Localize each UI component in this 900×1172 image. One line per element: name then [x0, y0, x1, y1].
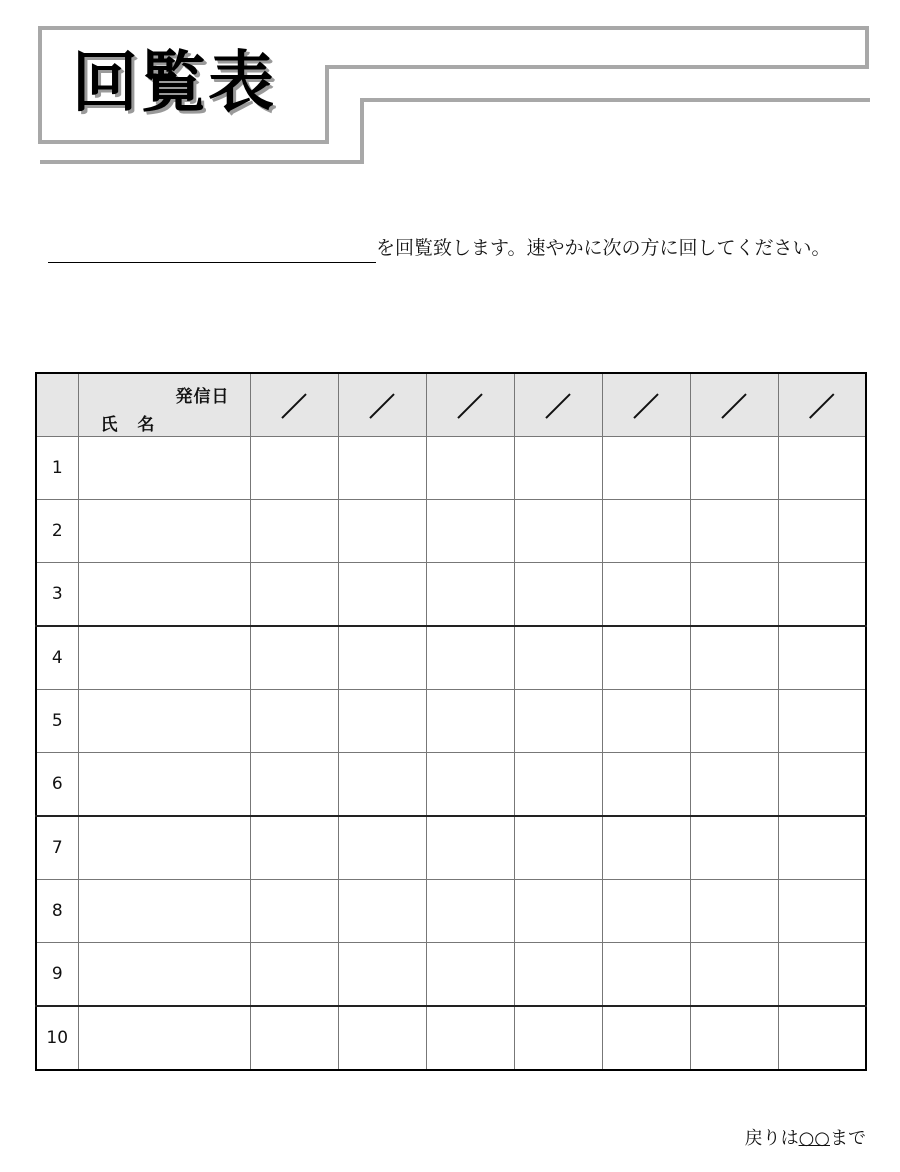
instruction-sentence: を回覧致します。速やかに次の方に回してください。	[376, 237, 831, 259]
stamp-cell[interactable]	[250, 437, 338, 500]
stamp-cell[interactable]	[602, 880, 690, 943]
return-note-suffix: まで	[830, 1128, 866, 1149]
name-cell[interactable]	[78, 626, 250, 690]
stamp-cell[interactable]	[778, 563, 866, 627]
stamp-cell[interactable]	[690, 626, 778, 690]
row-number: 10	[36, 1006, 78, 1070]
stamp-cell[interactable]	[426, 626, 514, 690]
stamp-cell[interactable]	[426, 690, 514, 753]
date-slash-cell[interactable]: ／	[778, 373, 866, 437]
stamp-cell[interactable]	[690, 500, 778, 563]
date-slash-cell[interactable]: ／	[338, 373, 426, 437]
stamp-cell[interactable]	[602, 753, 690, 817]
stamp-cell[interactable]	[426, 880, 514, 943]
circulation-table	[35, 372, 867, 1071]
table-row	[36, 563, 866, 627]
header-date-label: 発信日	[175, 387, 230, 407]
name-cell[interactable]	[78, 753, 250, 817]
stamp-cell[interactable]	[690, 816, 778, 880]
stamp-cell[interactable]	[250, 690, 338, 753]
stamp-cell[interactable]	[338, 690, 426, 753]
stamp-cell[interactable]	[426, 753, 514, 817]
row-number: 9	[36, 943, 78, 1007]
header-number-cell	[36, 373, 78, 437]
return-deadline-blank[interactable]: ○○	[798, 1128, 830, 1149]
date-slash-cell[interactable]: ／	[250, 373, 338, 437]
stamp-cell[interactable]	[778, 943, 866, 1007]
stamp-cell[interactable]	[514, 690, 602, 753]
stamp-cell[interactable]	[338, 563, 426, 627]
stamp-cell[interactable]	[602, 437, 690, 500]
stamp-cell[interactable]	[338, 943, 426, 1007]
name-cell[interactable]	[78, 690, 250, 753]
stamp-cell[interactable]	[250, 563, 338, 627]
row-number: 7	[36, 816, 78, 880]
table-header-row	[36, 373, 866, 437]
table-row	[36, 500, 866, 563]
stamp-cell[interactable]	[690, 1006, 778, 1070]
table-row	[36, 753, 866, 817]
stamp-cell[interactable]	[338, 880, 426, 943]
stamp-cell[interactable]	[514, 816, 602, 880]
stamp-cell[interactable]	[778, 816, 866, 880]
stamp-cell[interactable]	[426, 437, 514, 500]
stamp-cell[interactable]	[426, 943, 514, 1007]
stamp-cell[interactable]	[778, 690, 866, 753]
table-row	[36, 943, 866, 1007]
stamp-cell[interactable]	[250, 880, 338, 943]
date-slash-cell[interactable]: ／	[426, 373, 514, 437]
stamp-cell[interactable]	[514, 563, 602, 627]
stamp-cell[interactable]	[690, 880, 778, 943]
stamp-cell[interactable]	[426, 563, 514, 627]
stamp-cell[interactable]	[250, 1006, 338, 1070]
stamp-cell[interactable]	[778, 626, 866, 690]
stamp-cell[interactable]	[778, 500, 866, 563]
stamp-cell[interactable]	[250, 943, 338, 1007]
row-number: 5	[36, 690, 78, 753]
instruction-text	[36, 234, 836, 263]
stamp-cell[interactable]	[338, 816, 426, 880]
table-row	[36, 626, 866, 690]
return-note-prefix: 戻りは	[744, 1128, 799, 1149]
stamp-cell[interactable]	[514, 880, 602, 943]
stamp-cell[interactable]	[514, 753, 602, 817]
header-name-label: 氏 名	[100, 415, 155, 435]
stamp-cell[interactable]	[338, 500, 426, 563]
stamp-cell[interactable]	[514, 437, 602, 500]
date-slash-cell[interactable]: ／	[690, 373, 778, 437]
stamp-cell[interactable]	[338, 1006, 426, 1070]
row-number: 2	[36, 500, 78, 563]
stamp-cell[interactable]	[250, 626, 338, 690]
stamp-cell[interactable]	[690, 563, 778, 627]
stamp-cell[interactable]	[514, 626, 602, 690]
table-row	[36, 437, 866, 500]
name-cell[interactable]	[78, 437, 250, 500]
page-title: 回覧表	[72, 44, 276, 121]
name-cell[interactable]	[78, 880, 250, 943]
stamp-cell[interactable]	[602, 690, 690, 753]
date-slash-cell[interactable]: ／	[514, 373, 602, 437]
table-row	[36, 880, 866, 943]
stamp-cell[interactable]	[778, 753, 866, 817]
stamp-cell[interactable]	[778, 1006, 866, 1070]
stamp-cell[interactable]	[250, 500, 338, 563]
return-note	[745, 1124, 866, 1150]
stamp-cell[interactable]	[778, 437, 866, 500]
stamp-cell[interactable]	[602, 1006, 690, 1070]
name-cell[interactable]	[78, 563, 250, 627]
stamp-cell[interactable]	[250, 753, 338, 817]
name-cell[interactable]	[78, 943, 250, 1007]
stamp-cell[interactable]	[602, 500, 690, 563]
stamp-cell[interactable]	[602, 626, 690, 690]
stamp-cell[interactable]	[338, 626, 426, 690]
stamp-cell[interactable]	[690, 690, 778, 753]
stamp-cell[interactable]	[690, 943, 778, 1007]
date-slash-cell[interactable]: ／	[602, 373, 690, 437]
row-number: 4	[36, 626, 78, 690]
stamp-cell[interactable]	[338, 437, 426, 500]
row-number: 6	[36, 753, 78, 817]
row-number: 1	[36, 437, 78, 500]
table-row	[36, 690, 866, 753]
stamp-cell[interactable]	[426, 816, 514, 880]
row-number: 8	[36, 880, 78, 943]
stamp-cell[interactable]	[602, 563, 690, 627]
table-row	[36, 816, 866, 880]
stamp-cell[interactable]	[338, 753, 426, 817]
row-number: 3	[36, 563, 78, 627]
stamp-cell[interactable]	[250, 816, 338, 880]
name-cell[interactable]	[78, 500, 250, 563]
stamp-cell[interactable]	[778, 880, 866, 943]
table-row	[36, 1006, 866, 1070]
name-cell[interactable]	[78, 816, 250, 880]
stamp-cell[interactable]	[514, 943, 602, 1007]
stamp-cell[interactable]	[602, 816, 690, 880]
stamp-cell[interactable]	[426, 1006, 514, 1070]
header-name-cell	[78, 373, 250, 437]
name-cell[interactable]	[78, 1006, 250, 1070]
stamp-cell[interactable]	[514, 1006, 602, 1070]
stamp-cell[interactable]	[514, 500, 602, 563]
stamp-cell[interactable]	[426, 500, 514, 563]
stamp-cell[interactable]	[690, 753, 778, 817]
stamp-cell[interactable]	[602, 943, 690, 1007]
stamp-cell[interactable]	[690, 437, 778, 500]
document-name-blank[interactable]	[48, 238, 376, 263]
